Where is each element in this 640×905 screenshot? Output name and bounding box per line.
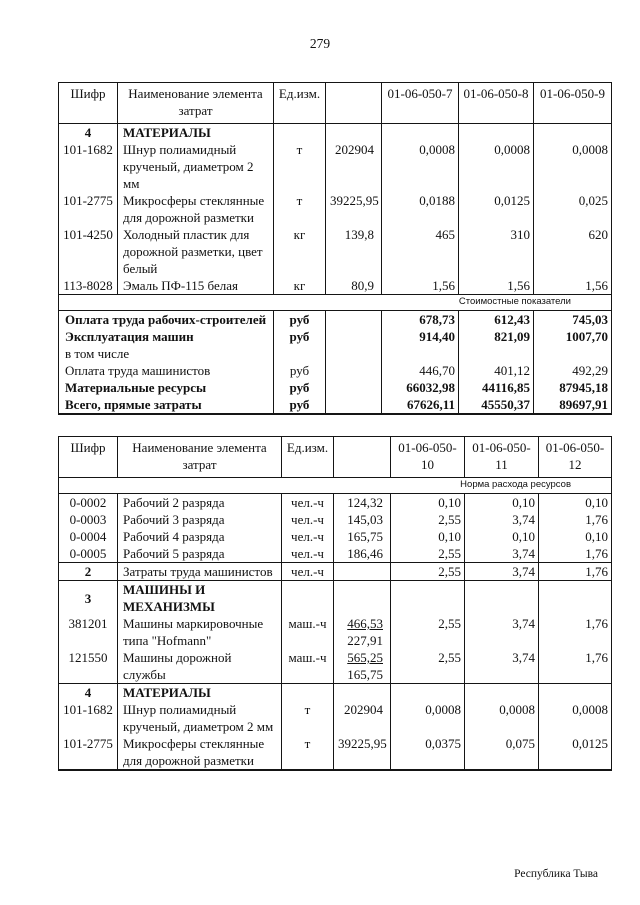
row-value-1: 2,55 — [391, 615, 465, 649]
machine-hours-numerator: 466,53 — [347, 616, 383, 631]
header-norm-code-1: 01-06-050-10 — [391, 437, 465, 478]
row-value-2: 3,74 — [465, 511, 539, 528]
row-code: 0-0004 — [59, 528, 118, 545]
row-unit: чел.-ч — [282, 528, 334, 545]
cost-value-1: 678,73 — [382, 311, 459, 329]
row-name: Эмаль ПФ-115 белая — [118, 277, 274, 295]
row-value-2 — [465, 581, 539, 616]
cost-value-2: 821,09 — [459, 328, 534, 345]
row-value-2: 310 — [459, 226, 534, 277]
header-unit: Ед.изм. — [282, 437, 334, 478]
row-value-1: 465 — [382, 226, 459, 277]
table-row — [59, 684, 612, 702]
row-value-2: 1,56 — [459, 277, 534, 295]
row-value-1: 2,55 — [391, 511, 465, 528]
row-unit: чел.-ч — [282, 563, 334, 581]
row-unit: кг — [274, 277, 326, 295]
row-unit — [282, 581, 334, 616]
cost-value-2: 612,43 — [459, 311, 534, 329]
row-value-2: 3,74 — [465, 615, 539, 649]
row-name: Шнур полиамидный крученый, диаметром 2 мм — [118, 701, 282, 735]
cost-row — [59, 396, 612, 414]
header-norm-code-2: 01-06-050-11 — [465, 437, 539, 478]
row-value-1 — [382, 124, 459, 142]
row-code: 121550 — [59, 649, 118, 684]
row-name: Микросферы стеклянные для дорожной разметки — [118, 735, 282, 770]
row-value-2: 0,0125 — [459, 192, 534, 226]
row-unit: т — [282, 735, 334, 770]
row-name: Машины маркировочные типа "Hofmann" — [118, 615, 282, 649]
cost-value-1: 446,70 — [382, 362, 459, 379]
cost-value-2: 401,12 — [459, 362, 534, 379]
row-value-2: 3,74 — [465, 649, 539, 684]
row-value-1 — [391, 684, 465, 702]
cost-unit: руб — [274, 328, 326, 345]
row-name: Рабочий 2 разряда — [118, 494, 282, 512]
row-qty — [334, 684, 391, 702]
machine-hours-numerator: 565,25 — [347, 650, 383, 665]
region-footer-label: Республика Тыва — [514, 868, 598, 880]
cost-row — [59, 379, 612, 396]
row-unit — [282, 684, 334, 702]
row-code: 2 — [59, 563, 118, 581]
cost-label: Оплата труда машинистов — [59, 362, 274, 379]
header-code: Шифр — [59, 83, 118, 124]
row-value-3: 1,76 — [539, 615, 612, 649]
cost-qty — [326, 396, 382, 414]
header-norm-code-3: 01-06-050-9 — [534, 83, 612, 124]
row-unit: чел.-ч — [282, 545, 334, 563]
row-unit: кг — [274, 226, 326, 277]
table-row — [59, 563, 612, 581]
row-value-1: 0,0008 — [382, 141, 459, 192]
header-name: Наименование элемента затрат — [118, 83, 274, 124]
cost-qty — [326, 379, 382, 396]
header-code: Шифр — [59, 437, 118, 478]
row-value-2: 0,10 — [465, 528, 539, 545]
row-name: Холодный пластик для дорожной разметки, цвет белый — [118, 226, 274, 277]
cost-value-2: 44116,85 — [459, 379, 534, 396]
table-row — [59, 735, 612, 770]
row-value-3 — [539, 581, 612, 616]
row-unit: чел.-ч — [282, 511, 334, 528]
row-value-2 — [459, 124, 534, 142]
cost-value-3: 492,29 — [534, 362, 612, 379]
cost-qty — [326, 345, 382, 362]
row-qty: 186,46 — [334, 545, 391, 563]
row-qty: 202904 — [334, 701, 391, 735]
cost-unit — [274, 345, 326, 362]
row-qty: 165,75 — [334, 528, 391, 545]
table-header-row — [59, 437, 612, 478]
row-value-1 — [391, 581, 465, 616]
header-name: Наименование элемента затрат — [118, 437, 282, 478]
row-code: 101-2775 — [59, 735, 118, 770]
table-row — [59, 141, 612, 192]
cost-value-2 — [459, 345, 534, 362]
row-value-2 — [465, 684, 539, 702]
section-band-label: Стоимостные показатели — [59, 295, 612, 311]
row-name: Микросферы стеклянные для дорожной разметки — [118, 192, 274, 226]
row-value-1: 0,0008 — [391, 701, 465, 735]
row-code: 113-8028 — [59, 277, 118, 295]
row-value-3: 1,76 — [539, 545, 612, 563]
row-name: МАШИНЫ И МЕХАНИЗМЫ — [118, 581, 282, 616]
row-unit: маш.-ч — [282, 649, 334, 684]
table-row — [59, 277, 612, 295]
row-value-3: 0,10 — [539, 528, 612, 545]
row-value-3 — [539, 684, 612, 702]
cost-unit: руб — [274, 379, 326, 396]
header-norm-code-2: 01-06-050-8 — [459, 83, 534, 124]
cost-value-3: 745,03 — [534, 311, 612, 329]
table-row — [59, 545, 612, 563]
row-code: 381201 — [59, 615, 118, 649]
machine-hours-denominator: 227,91 — [347, 633, 383, 648]
page-number: 279 — [309, 36, 331, 51]
cost-unit: руб — [274, 396, 326, 414]
row-value-2: 0,0008 — [459, 141, 534, 192]
cost-value-1: 67626,11 — [382, 396, 459, 414]
row-code: 101-4250 — [59, 226, 118, 277]
header-norm-code-1: 01-06-050-7 — [382, 83, 459, 124]
cost-qty — [326, 311, 382, 329]
row-name: Шнур полиамидный крученый, диаметром 2 мм — [118, 141, 274, 192]
row-value-1: 0,0188 — [382, 192, 459, 226]
cost-label: Всего, прямые затраты — [59, 396, 274, 414]
row-value-2: 3,74 — [465, 563, 539, 581]
table-row — [59, 226, 612, 277]
cost-value-2: 45550,37 — [459, 396, 534, 414]
row-value-3 — [534, 124, 612, 142]
row-code: 0-0005 — [59, 545, 118, 563]
header-qty — [326, 83, 382, 124]
row-name: МАТЕРИАЛЫ — [118, 684, 282, 702]
row-value-1: 2,55 — [391, 649, 465, 684]
table-row — [59, 528, 612, 545]
row-value-2: 3,74 — [465, 545, 539, 563]
row-unit: т — [282, 701, 334, 735]
row-code: 3 — [59, 581, 118, 616]
cost-row — [59, 328, 612, 345]
row-code: 101-1682 — [59, 141, 118, 192]
table-row — [59, 192, 612, 226]
row-qty-fraction — [334, 615, 391, 649]
cost-value-3: 1007,70 — [534, 328, 612, 345]
table-row — [59, 581, 612, 616]
row-value-3: 1,56 — [534, 277, 612, 295]
row-value-3: 0,0125 — [539, 735, 612, 770]
row-value-2: 0,10 — [465, 494, 539, 512]
cost-value-1 — [382, 345, 459, 362]
row-value-3: 620 — [534, 226, 612, 277]
row-name: Машины дорожной службы — [118, 649, 282, 684]
cost-value-3: 87945,18 — [534, 379, 612, 396]
table-row — [59, 124, 612, 142]
cost-value-1: 66032,98 — [382, 379, 459, 396]
cost-label: Материальные ресурсы — [59, 379, 274, 396]
row-value-1: 1,56 — [382, 277, 459, 295]
table-row — [59, 701, 612, 735]
cost-label: в том числе — [59, 345, 274, 362]
row-qty: 124,32 — [334, 494, 391, 512]
cost-table-050-7-9 — [58, 82, 612, 415]
table-row — [59, 615, 612, 649]
row-qty-fraction — [334, 649, 391, 684]
header-qty — [334, 437, 391, 478]
row-code: 101-1682 — [59, 701, 118, 735]
cost-value-3 — [534, 345, 612, 362]
table-header-row — [59, 83, 612, 124]
row-code: 0-0002 — [59, 494, 118, 512]
cost-label: Оплата труда рабочих-строителей — [59, 311, 274, 329]
table-row — [59, 511, 612, 528]
row-qty: 145,03 — [334, 511, 391, 528]
row-value-3: 0,0008 — [534, 141, 612, 192]
row-value-1: 2,55 — [391, 545, 465, 563]
row-unit — [274, 124, 326, 142]
cost-qty — [326, 362, 382, 379]
row-name: Рабочий 5 разряда — [118, 545, 282, 563]
row-value-2: 0,075 — [465, 735, 539, 770]
row-value-3: 1,76 — [539, 563, 612, 581]
row-value-1: 0,0375 — [391, 735, 465, 770]
header-norm-code-3: 01-06-050-12 — [539, 437, 612, 478]
row-value-3: 1,76 — [539, 649, 612, 684]
cost-value-1: 914,40 — [382, 328, 459, 345]
resource-table-050-10-12 — [58, 436, 612, 771]
row-value-1: 0,10 — [391, 528, 465, 545]
row-value-2: 0,0008 — [465, 701, 539, 735]
row-value-3: 0,0008 — [539, 701, 612, 735]
row-qty: 39225,95 — [334, 735, 391, 770]
cost-qty — [326, 328, 382, 345]
row-code: 0-0003 — [59, 511, 118, 528]
row-code: 101-2775 — [59, 192, 118, 226]
section-band-row — [59, 295, 612, 311]
row-name: МАТЕРИАЛЫ — [118, 124, 274, 142]
row-value-3: 0,025 — [534, 192, 612, 226]
table-row — [59, 649, 612, 684]
section-band-label: Норма расхода ресурсов — [59, 478, 612, 494]
row-qty — [334, 581, 391, 616]
section-band-row — [59, 478, 612, 494]
row-code: 4 — [59, 124, 118, 142]
row-qty: 202904 — [326, 141, 382, 192]
cost-unit: руб — [274, 311, 326, 329]
row-qty: 139,8 — [326, 226, 382, 277]
cost-row — [59, 362, 612, 379]
row-qty: 39225,95 — [326, 192, 382, 226]
row-qty: 80,9 — [326, 277, 382, 295]
row-name: Затраты труда машинистов — [118, 563, 282, 581]
row-unit: т — [274, 141, 326, 192]
cost-row — [59, 345, 612, 362]
row-code: 4 — [59, 684, 118, 702]
row-value-3: 1,76 — [539, 511, 612, 528]
header-unit: Ед.изм. — [274, 83, 326, 124]
row-unit: маш.-ч — [282, 615, 334, 649]
row-value-1: 0,10 — [391, 494, 465, 512]
row-unit: т — [274, 192, 326, 226]
cost-label: Эксплуатация машин — [59, 328, 274, 345]
machine-hours-denominator: 165,75 — [347, 667, 383, 682]
row-qty — [334, 563, 391, 581]
row-value-1: 2,55 — [391, 563, 465, 581]
row-value-3: 0,10 — [539, 494, 612, 512]
row-unit: чел.-ч — [282, 494, 334, 512]
row-name: Рабочий 3 разряда — [118, 511, 282, 528]
row-qty — [326, 124, 382, 142]
cost-unit: руб — [274, 362, 326, 379]
cost-value-3: 89697,91 — [534, 396, 612, 414]
row-name: Рабочий 4 разряда — [118, 528, 282, 545]
cost-row — [59, 311, 612, 329]
table-row — [59, 494, 612, 512]
